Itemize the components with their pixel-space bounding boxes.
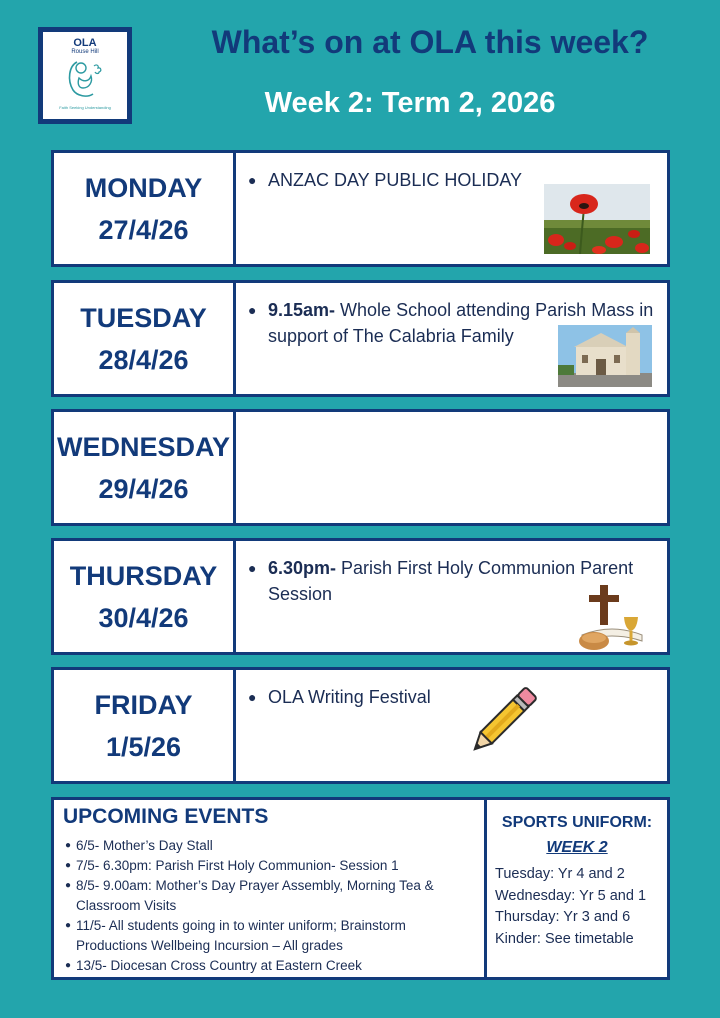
event-time: 6.30pm- — [268, 558, 337, 578]
event-item — [248, 684, 663, 710]
event-time: 9.15am- — [268, 300, 336, 320]
day-content — [236, 153, 667, 264]
list-item: ● 13/5- Diocesan Cross Country at Eastern Creek — [60, 956, 480, 976]
logo-motto: Faith Seeking Understanding — [59, 105, 111, 110]
day-date: 29/4/26 — [98, 473, 189, 504]
day-date: 30/4/26 — [98, 602, 189, 633]
day-name: THURSDAY — [69, 560, 218, 591]
day-label — [54, 670, 236, 781]
day-name: WEDNESDAY — [56, 431, 231, 462]
day-row-monday — [51, 150, 670, 267]
bullet-icon: ● — [64, 920, 72, 931]
day-label — [54, 283, 236, 394]
bullet-icon: ● — [248, 302, 257, 318]
bullet-icon: ● — [64, 880, 72, 891]
upcoming-events-list — [60, 836, 480, 976]
list-item: Kinder: See timetable — [495, 930, 634, 947]
sports-uniform-title: SPORTS UNIFORM: — [501, 814, 653, 831]
day-label — [54, 412, 236, 523]
pencil-icon — [464, 684, 538, 762]
day-name: TUESDAY — [80, 302, 207, 333]
sports-uniform-week: WEEK 2 — [546, 839, 608, 856]
day-name: FRIDAY — [94, 689, 193, 720]
list-item: Thursday: Yr 3 and 6 — [495, 909, 631, 925]
day-date: 28/4/26 — [98, 344, 189, 375]
list-item: ● 6/5- Mother’s Day Stall — [60, 836, 480, 856]
list-item: ● 11/5- All students going in to winter uniform; Brainstorm Productions Wellbeing Incursion – All grades — [60, 916, 480, 956]
list-item: ● 7/5- 6.30pm: Parish First Holy Communion- Session 1 — [60, 856, 480, 876]
day-date: 27/4/26 — [98, 214, 189, 245]
logo-panel — [43, 32, 127, 119]
bullet-icon: ● — [64, 960, 72, 971]
page-title: What’s on at OLA this week? — [211, 24, 649, 60]
day-date: 1/5/26 — [105, 731, 182, 762]
list-item: ● 8/5- 9.00am: Mother’s Day Prayer Assembly, Morning Tea & Classroom Visits — [60, 876, 480, 916]
day-label — [54, 153, 236, 264]
school-logo — [38, 27, 132, 124]
church-photo — [558, 325, 652, 387]
event-text: Whole School attending Parish Mass in support of The Calabria Family — [268, 300, 654, 346]
communion-icon — [576, 583, 648, 653]
day-content — [236, 541, 667, 652]
day-row-tuesday — [51, 280, 670, 397]
day-row-thursday — [51, 538, 670, 655]
logo-title: OLA — [73, 37, 97, 49]
list-item: Wednesday: Yr 5 and 1 — [495, 887, 647, 904]
sports-uniform-list — [495, 864, 646, 950]
bottom-panel — [51, 797, 670, 980]
event-text: ANZAC DAY PUBLIC HOLIDAY — [268, 170, 523, 190]
bullet-icon: ● — [248, 689, 257, 705]
day-row-wednesday — [51, 409, 670, 526]
logo-subtitle: Rouse Hill — [71, 49, 99, 55]
event-text: OLA Writing Festival — [268, 687, 431, 707]
list-item: Tuesday: Yr 4 and 2 — [495, 866, 625, 882]
day-content — [236, 670, 667, 781]
bullet-icon: ● — [64, 860, 72, 871]
mother-child-icon — [61, 56, 109, 104]
poppy-photo — [544, 184, 650, 254]
day-content — [236, 283, 667, 394]
bullet-icon: ● — [248, 560, 257, 576]
upcoming-events-title: UPCOMING EVENTS — [63, 805, 269, 828]
week-subtitle: Week 2: Term 2, 2026 — [264, 87, 556, 119]
bullet-icon: ● — [64, 840, 72, 851]
day-label — [54, 541, 236, 652]
bullet-icon: ● — [248, 172, 257, 188]
day-content — [236, 412, 667, 523]
day-row-friday — [51, 667, 670, 784]
day-name: MONDAY — [84, 172, 203, 203]
event-text: Parish First Holy Communion Parent Session — [268, 558, 634, 604]
